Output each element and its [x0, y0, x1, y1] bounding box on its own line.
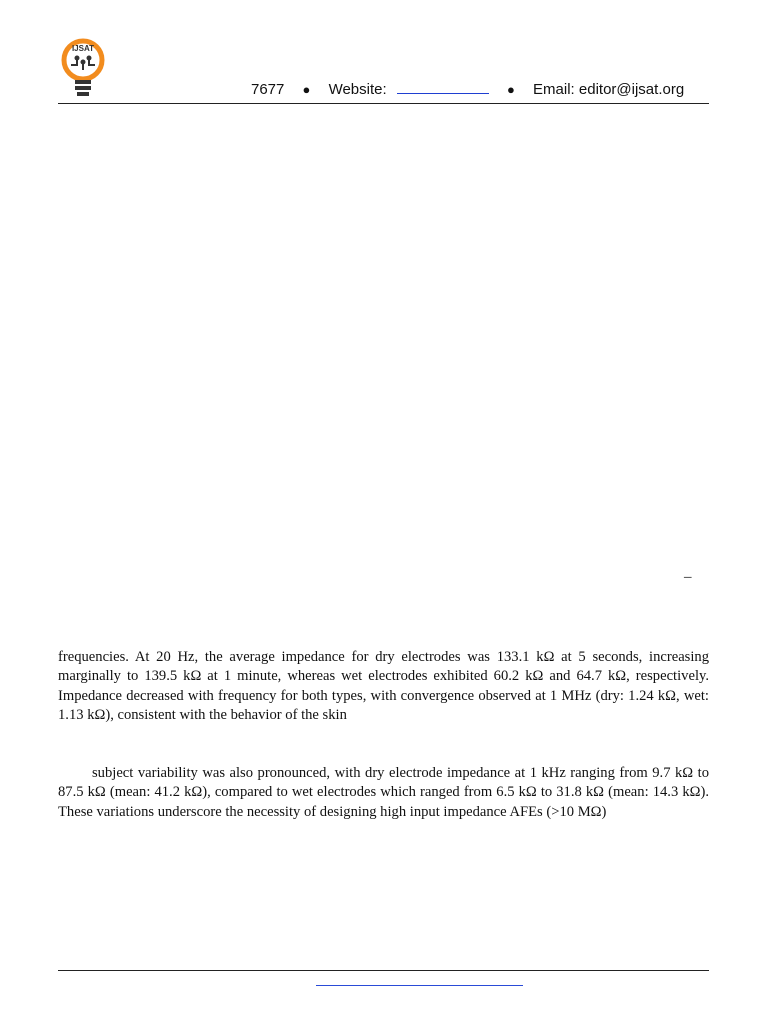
footer-rule — [58, 970, 709, 971]
paragraph-subject-variability: subject variability was also pronounced, with dry electrode impedance at 1 kHz ranging from 9.7 kΩ to 87.5 kΩ (mean: 41.2 kΩ), compared to wet electrodes which ranged from 6.5 kΩ to 31.8 kΩ (mean: 14.3 kΩ). These variations underscore the necessity of designing high input impedance AFEs (>10 MΩ) — [58, 765, 709, 820]
journal-logo — [57, 38, 109, 102]
header-rule — [58, 103, 709, 104]
bullet-separator: ● — [507, 82, 515, 97]
website-link[interactable] — [397, 79, 489, 94]
svg-text:IJSAT: IJSAT — [71, 44, 95, 53]
issn-fragment: 7677 — [251, 81, 285, 98]
email-label[interactable]: Email: editor@ijsat.org — [533, 81, 685, 98]
stray-dash: – — [684, 569, 692, 585]
header-contact-line — [251, 79, 684, 98]
bullet-separator: ● — [302, 82, 311, 97]
website-label: Website: — [328, 81, 387, 98]
paragraph-impedance-frequency: frequencies. At 20 Hz, the average impedance for dry electrodes was 133.1 kΩ at 5 seconds, increasing marginally to 139.5 kΩ at 1 minute, whereas wet electrodes exhibited 60.2 kΩ and 64.7 kΩ, respectively. Impedance decreased with frequency for both types, with convergence observed at 1 MHz (dry: 1.24 kΩ, wet: 1.13 kΩ), consistent with the behavior of the skin — [58, 649, 709, 723]
footer-link[interactable] — [316, 985, 523, 986]
